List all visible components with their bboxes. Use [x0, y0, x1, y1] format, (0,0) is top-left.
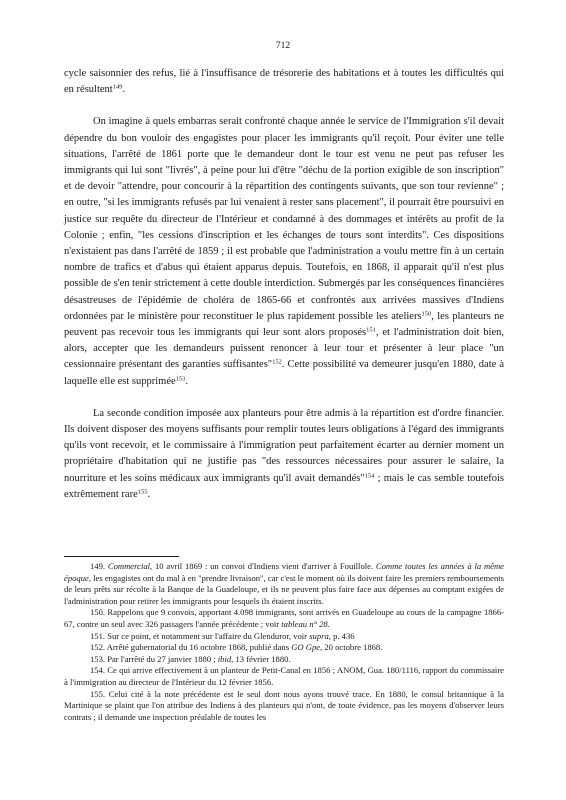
footnote-150	[64, 607, 504, 630]
text-run: , 13 février 1880.	[231, 653, 291, 664]
footnote-155	[64, 689, 504, 724]
text-run: , et l'administration doit bien, alors, accepter que les demandeurs puissent renoncer à leur tour et présenter à leur place "un cessionnaire présentant des garanties suffisantes"	[64, 327, 504, 371]
italic-text: Comme toutes les années à la même époque	[64, 561, 504, 583]
italic-text: supra	[309, 630, 329, 641]
text-run: 150. Rappelons que 9 convois, apportant 4.098 immigrants, sont arrivés en Guadeloupe au cours de la campagne 1866-67, contre un seul avec 326 passagers l'année précédente ; voir	[64, 607, 504, 629]
footnotes	[64, 561, 504, 723]
italic-text: GO Gpe	[291, 642, 321, 653]
text-run: . Cette possibilité va demeurer jusqu'en 1880, date à laquelle elle est supprimée	[64, 359, 504, 387]
footnote-ref-153: 153	[175, 375, 186, 383]
text-run: 154. Ce qui arrive effectivement à un planteur de Petit-Canal en 1856 ; ANOM, Gua. 180/1116, rapport du commissaire à l'immigration au directeur de l'Intérieur du 12 février 1856.	[64, 665, 504, 687]
paragraph-financial-condition	[64, 406, 504, 503]
text-run: 153. Par l'arrêté du 27 janvier 1880 ;	[90, 653, 218, 664]
text-run: .	[147, 488, 151, 500]
text-run: .	[122, 84, 126, 96]
footnote-ref-155: 155	[137, 488, 148, 496]
footnote-ref-154: 154	[364, 472, 375, 480]
paragraph-continuation	[64, 66, 504, 98]
text-run: .	[185, 375, 189, 387]
text-run: On imagine à quels embarras serait confronté chaque année le service de l'Immigration s'il devait dépendre du bon vouloir des engagistes pour placer les immigrants qu'il reçoit. Pour éviter une telle situations, l'arrêté de 1861 porte que le demandeur dont le tour est venu ne peut pas refuser les immigrants qui lui sont "livrés", à peine pour lui d'être "déchu de la portion exigible de son inscription" et de devoir "attendre, pour concourir à la répartition des contingents suivants, que son tour revienne" ; en outre, "si les immigrants refusés par lui venaient à rester sans placement", il pourrait être poursuivi en justice sur requête du directeur de l'Intérieur et condamné à des dommages et intérêts au profit de la Colonie ; enfin, "les cessions d'inscription et les échanges de tours sont interdits". Ces dispositions n'existaient pas dans l'arrêté de 1859 ; il est probable que l'administration a voulu mettre fin à un certain nombre de trafics et d'abus qui étaient apparus depuis. Toutefois, en 1868, il apparait qu'il n'est plus possible de s'en tenir strictement à cette double interdiction. Submergés par les conséquences financières désastreuses de l'épidémie de choléra de 1865-66 et confrontés aux arrivées massives d'Indiens ordonnées par le ministère pour reconstituer le plus rapidement possible les ateliers	[64, 116, 504, 322]
footnote-ref-151: 151	[366, 326, 376, 334]
footnote-149	[64, 561, 504, 607]
paragraph-immigration-service	[64, 114, 504, 389]
text-run: , p. 436	[328, 630, 355, 641]
footnote-ref-149: 149	[112, 83, 123, 91]
text-run: La seconde condition imposée aux planteurs pour être admis à la répartition est d'ordre financier. Ils doivent disposer des moyens suffisants pour remplir toutes leurs obligations à l'égard des immigrants qu'ils vont recevoir, et le commissaire à l'immigration peut parfaitement écarter au dernier moment un propriétaire d'habitation qui ne justifie pas "des ressources nécessaires pour assurer le salaire, la nourriture et les soins médicaux aux immigrants qu'il avait demandés"	[64, 407, 504, 484]
italic-text: Commercial	[107, 561, 151, 571]
text-run: 152. Arrêté gubernatorial du 16 octobre 1868, publié dans	[90, 642, 292, 653]
footnote-ref-150: 150	[421, 310, 432, 318]
text-run: , 10 avril 1869 : un convoi d'Indiens vient d'arriver à Fouillole.	[150, 561, 376, 571]
body-text	[64, 66, 504, 503]
text-run: , 20 octobre 1868.	[320, 642, 383, 653]
footnote-152	[64, 642, 504, 654]
footnote-separator	[64, 556, 179, 557]
text-run: , les planteurs ne peuvent pas recevoir tous les immigrants qui leur sont alors proposés	[64, 310, 505, 339]
footnote-154	[64, 665, 504, 688]
text-run: cycle saisonnier des refus, lié à l'insuffisance de trésorerie des habitations et à toutes les difficultés qui en résultent	[64, 68, 504, 96]
text-run: , les engagistes ont du mal à en "prendre livraison", car c'est le moment où ils doivent faire les premiers remboursements de leurs prêts sur récolte à la Banque de la Guadeloupe, et ils ne peuvent plus faire face aux dépenses au comptant exigées de l'administration pour retirer les immigrants pour lesquels ils étaient inscrits.	[64, 572, 504, 606]
text-run: 151. Sur ce point, et notamment sur l'affaire du Glenduror, voir	[90, 630, 310, 641]
text-run: .	[327, 618, 330, 629]
italic-text: ibid	[217, 653, 232, 664]
footnote-ref-152: 152	[272, 358, 282, 366]
footnote-151	[64, 631, 504, 643]
page-number: 712	[275, 41, 291, 51]
text-run: 155. Celui cité à la note précédente est le seul dont nous ayons trouvé trace. En 1880, le consul britannique à la Martinique se plaint que l'on attribue des Indiens à des planteurs qui n'ont, de toute évidence, pas les moyens d'observer leurs contrats ; il demande une inspection préalable de toutes les	[64, 688, 504, 722]
text-run: ; mais le cas semble toutefois extrêmement rare	[64, 472, 504, 500]
italic-text: tableau n° 28	[281, 618, 328, 629]
text-run: 149.	[90, 561, 108, 571]
footnote-153	[64, 654, 504, 666]
